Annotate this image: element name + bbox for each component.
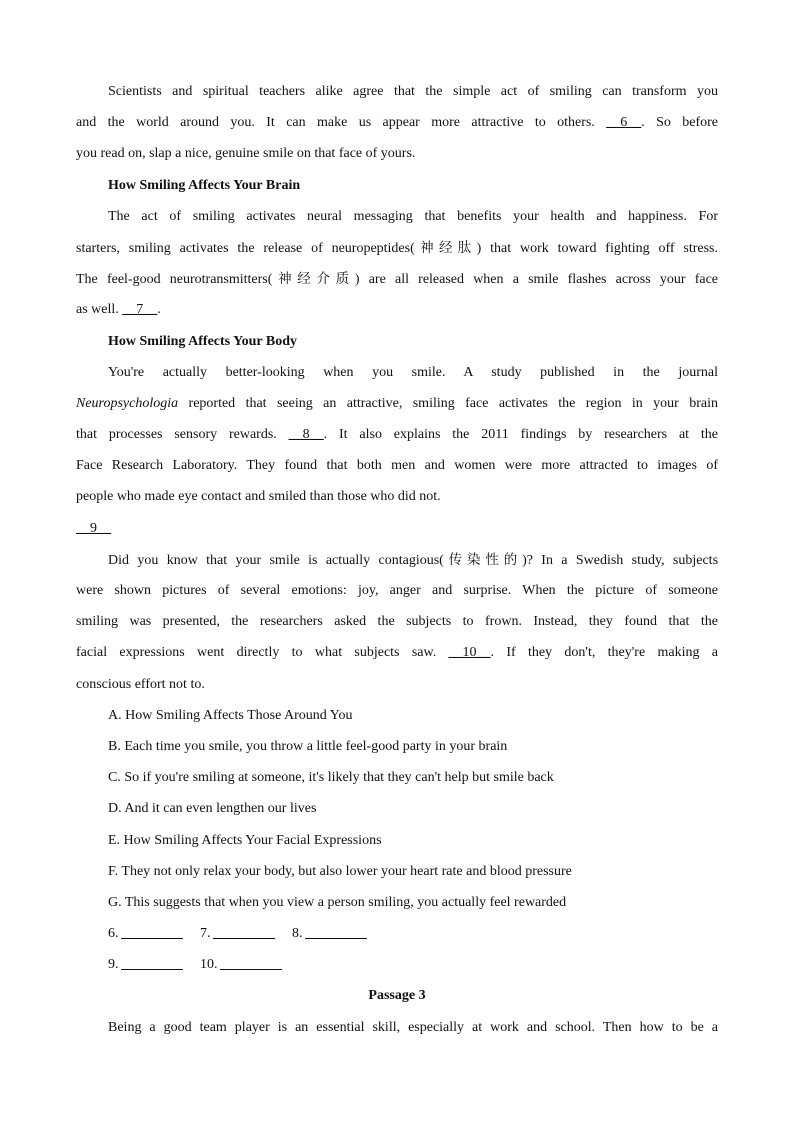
answer-field-9[interactable] xyxy=(121,955,183,970)
text-span: ) that work toward fighting off stress. xyxy=(476,240,718,256)
paragraph-line: you read on, slap a nice, genuine smile on that face of yours. xyxy=(76,146,416,162)
paragraph-line: You're actually better-looking when you smile. A study published in the journal xyxy=(108,364,718,380)
paragraph-line: smiling was presented, the researchers asked the subjects to frown. Instead, they found that the xyxy=(76,614,718,630)
option-e: E. How Smiling Affects Your Facial Expressions xyxy=(108,832,382,848)
paragraph-line: Being a good team player is an essential skill, especially at work and school. Then how to be a xyxy=(108,1019,718,1035)
section-heading: How Smiling Affects Your Brain xyxy=(108,177,301,193)
paragraph-line: The act of smiling activates neural messaging that benefits your health and happiness. For xyxy=(108,208,718,224)
paragraph-line xyxy=(76,640,718,671)
paragraph-line: Face Research Laboratory. They found that both men and women were more attracted to images of xyxy=(76,458,718,474)
answer-label: 6. xyxy=(108,926,119,942)
blank-6: __6__ xyxy=(606,115,642,131)
option-c: C. So if you're smiling at someone, it's likely that they can't help but smile back xyxy=(108,770,554,786)
paragraph-line: Scientists and spiritual teachers alike agree that the simple act of smiling can transform you xyxy=(108,84,718,99)
text-span: The feel-good neurotransmitters( xyxy=(76,272,273,288)
blank-8: __8__ xyxy=(288,427,324,443)
paragraph-line: people who made eye contact and smiled than those who did not. xyxy=(76,489,441,505)
text-span: and the world around you. It can make us appear more attractive to others. xyxy=(76,115,595,131)
answer-row xyxy=(76,952,718,983)
option-f: F. They not only relax your body, but also lower your heart rate and blood pressure xyxy=(108,863,572,879)
text-span: . If they don't, they're making a xyxy=(490,645,718,661)
cjk-gloss: 传染性的 xyxy=(443,551,523,568)
journal-name: Neuropsychologia xyxy=(76,395,179,411)
answer-field-10[interactable] xyxy=(220,955,282,970)
section-heading: How Smiling Affects Your Body xyxy=(108,333,298,349)
answer-label: 8. xyxy=(292,926,303,942)
text-span: facial expressions went directly to what subjects saw. xyxy=(76,645,437,661)
passage-title: Passage 3 xyxy=(368,988,426,1004)
option-b: B. Each time you smile, you throw a little feel-good party in your brain xyxy=(108,738,508,754)
text-span: . xyxy=(157,302,161,318)
text-span: as well. xyxy=(76,302,119,318)
text-span: . So before xyxy=(641,115,718,131)
paragraph-line xyxy=(76,110,718,141)
text-span: )? In a Swedish study, subjects xyxy=(522,552,718,568)
text-span: ) are all released when a smile flashes across your face xyxy=(354,272,718,288)
blank-7: __7__ xyxy=(122,302,158,318)
paragraph-line xyxy=(76,391,718,422)
paragraph-line: conscious effort not to. xyxy=(76,676,205,692)
option-g: G. This suggests that when you view a person smiling, you actually feel rewarded xyxy=(108,894,567,910)
answer-field-6[interactable] xyxy=(121,924,183,939)
option-a: A. How Smiling Affects Those Around You xyxy=(108,707,353,723)
blank-10: __10__ xyxy=(448,645,491,661)
paragraph-line xyxy=(76,266,718,297)
answer-row xyxy=(76,921,718,952)
text-span: that processes sensory rewards. xyxy=(76,427,277,443)
text-span: . It also explains the 2011 findings by researchers at the xyxy=(323,427,718,443)
answer-field-7[interactable] xyxy=(213,924,275,939)
answer-label: 7. xyxy=(200,926,211,942)
text-span: starters, smiling activates the release of neuropeptides( xyxy=(76,240,415,256)
paragraph-line xyxy=(76,422,718,453)
heading-blank-9 xyxy=(76,516,718,547)
answer-label: 9. xyxy=(108,957,119,973)
text-span: reported that seeing an attractive, smiling face activates the region in your brain xyxy=(178,395,718,411)
paragraph-line xyxy=(76,235,718,266)
paragraph-line: were shown pictures of several emotions: joy, anger and surprise. When the picture of someone xyxy=(76,583,718,598)
text-span: Did you know that your smile is actually contagious( xyxy=(108,552,444,568)
paragraph-line xyxy=(76,547,718,578)
paragraph-line xyxy=(76,297,718,328)
blank-9: __9__ xyxy=(76,520,111,536)
cjk-gloss: 神经介质 xyxy=(272,271,355,288)
option-d: D. And it can even lengthen our lives xyxy=(108,801,317,817)
answer-label: 10. xyxy=(200,957,218,973)
cjk-gloss: 神经肽 xyxy=(414,239,477,256)
answer-field-8[interactable] xyxy=(305,924,367,939)
